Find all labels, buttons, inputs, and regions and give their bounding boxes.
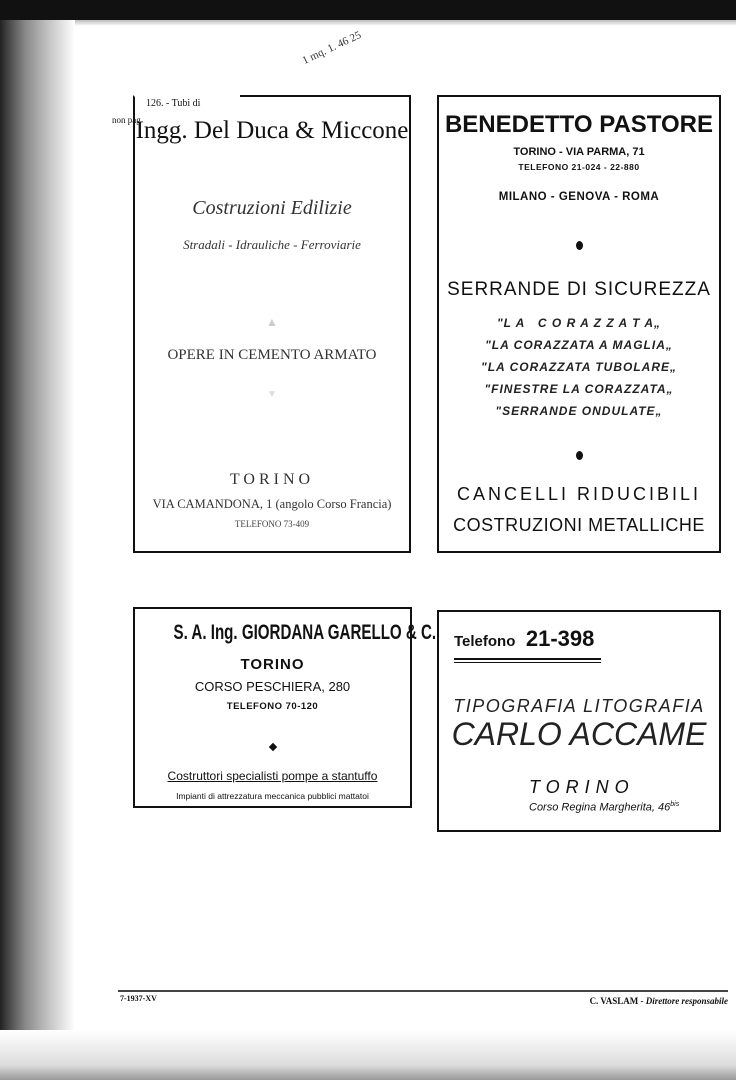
ad-heading: SERRANDE DI SICUREZZA: [447, 279, 711, 300]
ad-specialties: Stradali - Idrauliche - Ferroviarie: [183, 237, 361, 252]
ornament-icon: ▼: [267, 389, 277, 400]
ad-title: S. A. Ing. GIORDANA GARELLO & C.: [173, 621, 437, 644]
ad-phones: TELEFONO 21-024 - 22-880: [518, 162, 640, 172]
footer-date: 7-1937-XV: [120, 994, 157, 1003]
ad-city: TORINO: [240, 656, 305, 673]
scan-top-shade: [0, 20, 736, 26]
ad-branches: MILANO - GENOVA - ROMA: [498, 191, 660, 203]
ad-name: CARLO ACCAME: [451, 716, 707, 752]
triangle-ornament-icon: ▲: [266, 315, 278, 329]
ad-address: Corso Regina Margherita, $46^{bis}$: [529, 801, 680, 814]
product-item: "LA CORAZZATA TUBOLARE„: [481, 360, 677, 374]
ad-line: TIPOGRAFIA LITOGRAFIA: [453, 696, 705, 716]
ad-tagline: Costruttori specialisti pompe a stantuffo: [167, 769, 378, 783]
scan-bottom-shade: [0, 1030, 736, 1080]
ad-city: TORINO: [229, 471, 315, 488]
ad-subtitle: Costruzioni Edilizie: [192, 197, 352, 219]
dot-separator-icon: [439, 447, 719, 465]
handwritten-note: 1 mq. 1. 46 25: [300, 29, 364, 67]
scan-top-edge: [0, 0, 736, 20]
ad-footer-line: CANCELLI RIDUCIBILI: [456, 484, 702, 504]
ad-address: CORSO PESCHIERA, 280: [194, 679, 351, 694]
ad-giordana-garello: [133, 607, 437, 808]
product-item: "L A C O R A Z Z A T A„: [496, 316, 661, 330]
ad-del-duca-miccone: [133, 95, 411, 553]
ad-carlo-accame: [437, 610, 721, 832]
ad-works: OPERE IN CEMENTO ARMATO: [167, 347, 377, 363]
ad-title: Ingg. Del Duca & Miccone: [135, 117, 409, 144]
note-line: 126. - Tubi di: [146, 98, 201, 109]
ad-address: TORINO - VIA PARMA, 71: [513, 146, 645, 158]
footer-editor: C. VASLAM - Direttore responsabile: [589, 996, 728, 1006]
note-line: non pag: [112, 115, 141, 125]
double-underline: [454, 658, 601, 660]
ad-city: TORINO: [529, 777, 635, 797]
ad-services: Impianti di attrezzatura meccanica pubblici mattatoi: [176, 791, 369, 801]
phone-number: 21-398: [525, 626, 595, 651]
product-item: "FINESTRE LA CORAZZATA„: [484, 382, 674, 396]
footer-rule: [118, 990, 728, 992]
diamond-ornament-icon: [135, 737, 410, 755]
ad-footer-line: COSTRUZIONI METALLICHE: [453, 515, 705, 535]
ad-phone: TELEFONO 70-120: [226, 701, 319, 712]
product-item: "LA CORAZZATA A MAGLIA„: [485, 338, 673, 352]
product-item: "SERRANDE ONDULATE„: [495, 404, 663, 418]
ad-phone: TELEFONO 73-409: [234, 519, 310, 529]
scan-binding-shadow: [0, 20, 75, 1080]
ad-benedetto-pastore: [437, 95, 721, 553]
phone-label: Telefono: [454, 633, 516, 650]
ad-title: BENEDETTO PASTORE: [444, 111, 714, 138]
ad-address: VIA CAMANDONA, 1 (angolo Corso Francia): [152, 497, 392, 511]
dot-separator-icon: [439, 237, 719, 255]
